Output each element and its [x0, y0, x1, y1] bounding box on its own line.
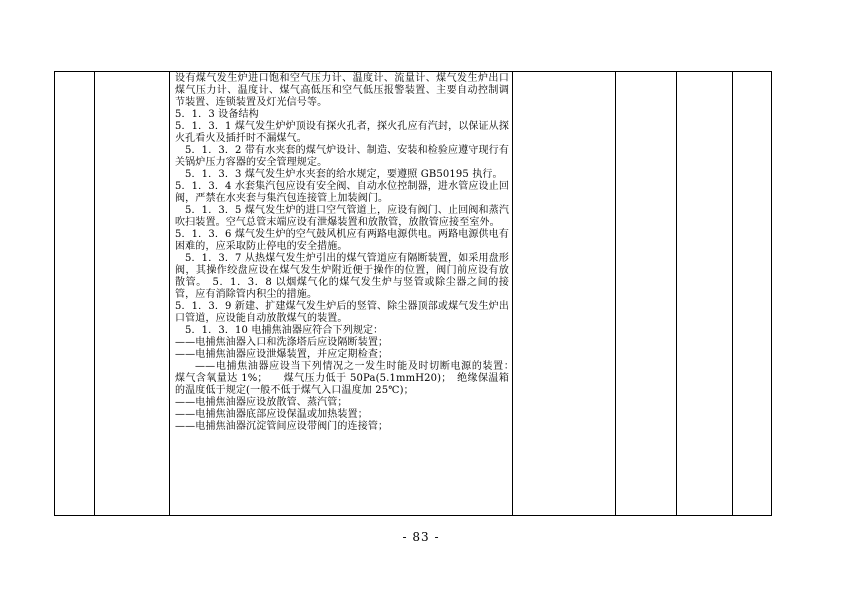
page-number: - 83 -: [402, 530, 440, 544]
paragraph: 5．1．3．7 从热煤气发生炉引出的煤气管道应有隔断装置，如采用盘形阀，其操作绞盘应设在煤气发生炉附近便于操作的位置，阀门前应设有放散管。 5．1．3．8 以烟煤气化的煤气发生炉与竖管或除尘器之间的接管，应有消除管内积尘的措施。: [175, 253, 509, 300]
paragraph: 5．1．3．4 水套集汽包应设有安全阀、自动水位控制器，进水管应设止回阀，严禁在水夹套与集汽包连接管上加装阀门。: [175, 181, 509, 204]
paragraph: 5．1．3．2 带有水夹套的煤气炉设计、制造、安装和检验应遵守现行有关锅炉压力容器的安全管理规定。: [175, 145, 509, 168]
table-cell-content: [170, 72, 520, 516]
paragraph: 5．1．3．10 电捕焦油器应符合下列规定：: [185, 325, 384, 336]
paragraph: ——电捕焦油器入口和洗涤塔后应设隔断装置；: [175, 337, 389, 348]
table-cell-7: [733, 72, 772, 516]
table-cell-2: [95, 72, 170, 516]
regulation-table: [54, 71, 772, 516]
paragraph: ——电捕焦油器应设当下列情况之一发生时能及时切断电源的装置： 煤气含氧量达 1%； 煤气压力低于 50Pa(5.1mmH20)； 绝缘保温箱的温度低于规定(一般不低于煤气入口温度加 25℃)；: [175, 361, 520, 396]
table-cell-4: [513, 72, 616, 516]
paragraph: 5．1．3 设备结构: [175, 109, 259, 120]
regulation-text: [170, 72, 520, 433]
table-cell-5: [616, 72, 677, 516]
paragraph: ——电捕焦油器应设泄爆装置，并应定期检查；: [175, 349, 389, 360]
paragraph: 5．1．3．3 煤气发生炉水夹套的给水规定，要遵照 GB50195 执行。: [185, 169, 503, 180]
table-cell-1: [55, 72, 95, 516]
paragraph: 5．1．3．5 煤气发生炉的进口空气管道上，应设有阀门、止回阀和蒸汽吹扫装置。空气总管末端应设有泄爆装置和放散管，放散管应接至室外。: [175, 205, 509, 228]
paragraph: ——电捕焦油器沉淀管间应设带阀门的连接管；: [175, 421, 389, 432]
table-row: [55, 72, 772, 516]
paragraph: 5．1．3．1 煤气发生炉炉顶设有探火孔者，探火孔应有汽封，以保证从探火孔看火及插扦时不漏煤气。: [175, 121, 509, 144]
table-cell-6: [677, 72, 733, 516]
paragraph: 设有煤气发生炉进口饱和空气压力计、温度计、流量计、煤气发生炉出口煤气压力计、温度计、煤气高低压和空气低压报警装置、主要自动控制调节装置、连锁装置及灯光信号等。: [175, 73, 509, 108]
paragraph: ——电捕焦油器应设放散管、蒸汽管；: [175, 397, 348, 408]
paragraph: ——电捕焦油器底部应设保温或加热装置；: [175, 409, 368, 420]
paragraph: 5．1．3．6 煤气发生炉的空气鼓风机应有两路电源供电。两路电源供电有困难的，应采取防止停电的安全措施。: [175, 229, 509, 252]
paragraph: 5．1．3．9 新建、扩建煤气发生炉后的竖管、除尘器顶部或煤气发生炉出口管道，应设能自动放散煤气的装置。: [175, 301, 509, 324]
